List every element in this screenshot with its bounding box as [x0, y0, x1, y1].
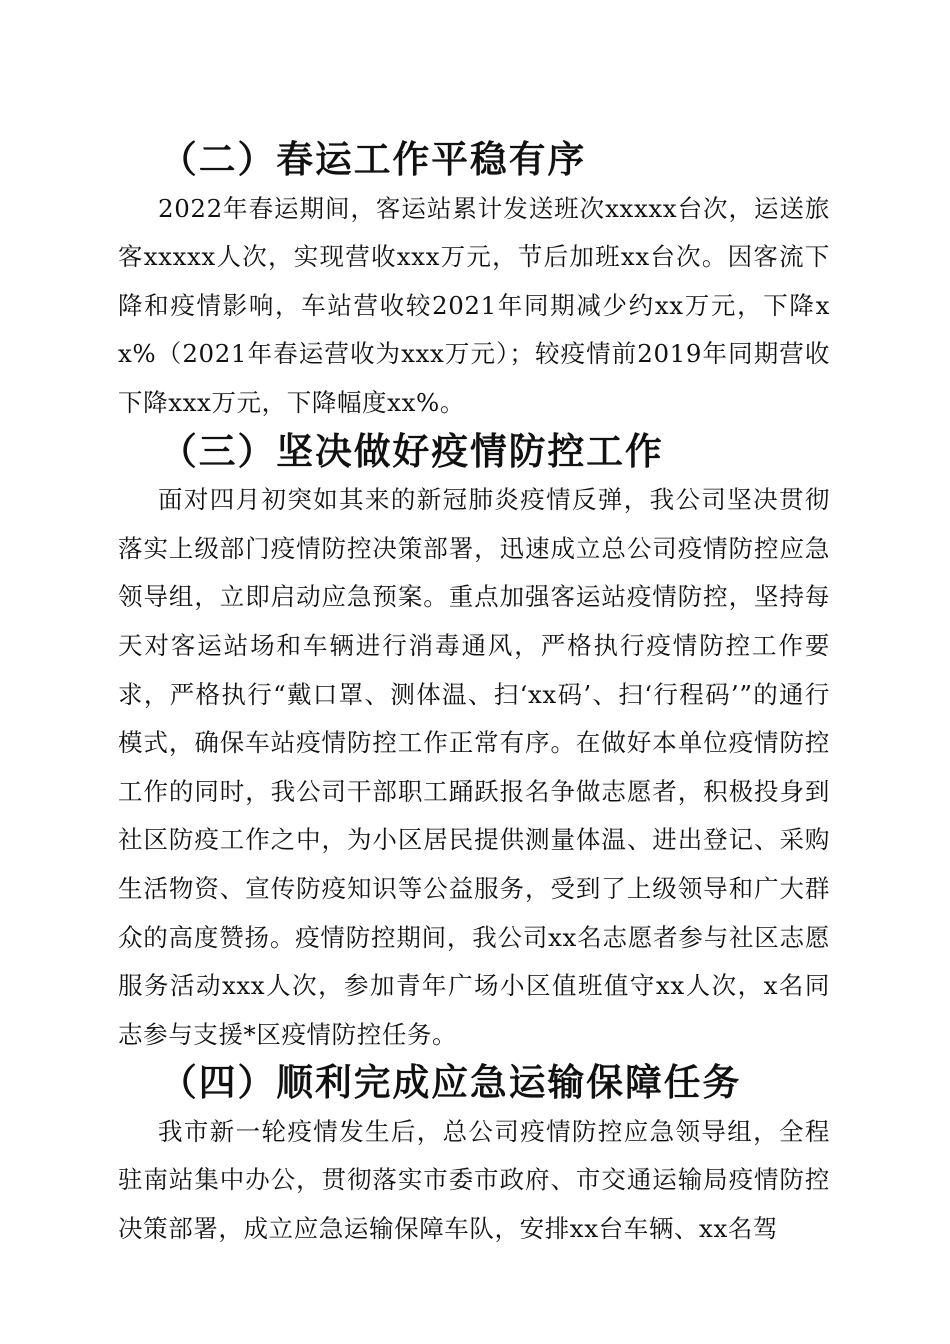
document-body [118, 136, 830, 1254]
section-paragraph-epidemic-control: 面对四月初突如其来的新冠肺炎疫情反弹，我公司坚决贯彻落实上级部门疫情防控决策部署，迅速成立总公司疫情防控应急领导组，立即启动应急预案。重点加强客运站疫情防控，坚持每天对客运站场和车辆进行消毒通风，严格执行疫情防控工作要求，严格执行“戴口罩、测体温、扫‘xx码’、扫‘行程码’”的通行模式，确保车站疫情防控工作正常有序。在做好本单位疫情防控工作的同时，我公司干部职工踊跃报名争做志愿者，积极投身到社区防疫工作之中，为小区居民提供测量体温、进出登记、采购生活物资、宣传防疫知识等公益服务，受到了上级领导和广大群众的高度赞扬。疫情防控期间，我公司xx名志愿者参与社区志愿服务活动xxx人次，参加青年广场小区值班值守xx人次，x名同志参与支援*区疫情防控任务。 [118, 485, 830, 1049]
section-paragraph-spring-transport: 2022年春运期间，客运站累计发送班次xxxxx台次，运送旅客xxxxx人次，实现营收xxx万元，节后加班xx台次。因客流下降和疫情影响，车站营收较2021年同期减少约xx万元，下降xx%（2021年春运营收为xxx万元）；较疫情前2019年同期营收下降xxx万元，下降幅度xx%。 [118, 193, 830, 417]
section-heading-spring-transport: （二）春运工作平稳有序 [160, 138, 587, 181]
section-paragraph-emergency-transport: 我市新一轮疫情发生后，总公司疫情防控应急领导组，全程驻南站集中办公，贯彻落实市委市政府、市交通运输局疫情防控决策部署，成立应急运输保障车队，安排xx台车辆、xx名驾 [118, 1116, 830, 1244]
section-heading-epidemic-control: （三）坚决做好疫情防控工作 [160, 429, 664, 473]
section-heading-emergency-transport: （四）顺利完成应急运输保障任务 [160, 1061, 742, 1105]
